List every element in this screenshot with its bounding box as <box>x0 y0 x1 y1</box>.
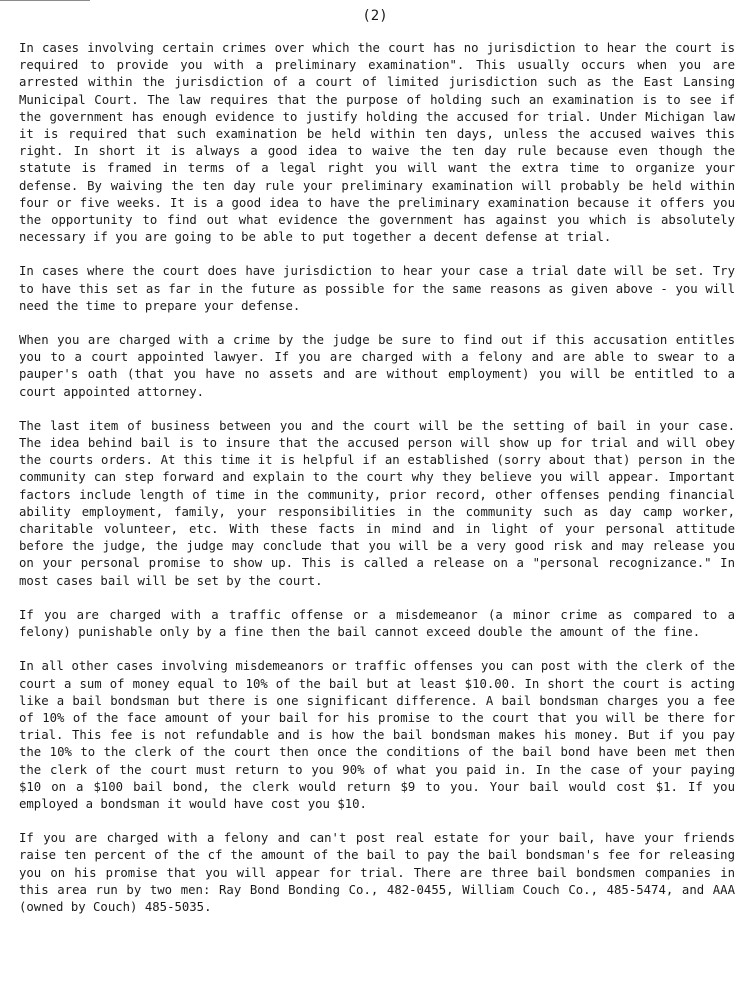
paragraph-setting-of-bail: The last item of business between you and the court will be the setting of bail in your case. The idea behind bail is to insure that the accused person will show up for trial and will obey the courts orders. At this time it is helpful if an established (sorry about that) person in the community can step forward and explain to the court why they believe you will appear. Important factors include length of time in the community, prior record, other offenses pending financial ability employment, family, your responsibilities in the community such as day camp worker, charitable volunteer, etc. With these facts in mind and in light of your personal attitude before the judge, the judge may conclude that you will be a very good risk and may release you on your personal promise to show up. This is called a release on a "personal recognizance." In most cases bail will be set by the court. <box>19 418 735 588</box>
page-number: (2) <box>362 8 388 24</box>
paragraph-felony-bail-bondsmen: If you are charged with a felony and can't post real estate for your bail, have your friends raise ten percent of the cf the amount of the bail to pay the bail bondsman's fee for releasing you on his promise that you will appear for trial. There are three bail bondsmen companies in this area run by two men: Ray Bond Bonding Co., 482-0455, William Couch Co., 485-5474, and AAA (owned by Couch) 485-5035. <box>19 831 735 914</box>
paragraph-misdemeanor-bail: In all other cases involving misdemeanors or traffic offenses you can post with the clerk of the court a sum of money equal to 10% of the bail but at least $10.00. In short the court is acting like a bail bondsman but there is one significant difference. A bail bondsman charges you a fee of 10% of the face amount of your bail for his promise to the court that you will be there for trial. This fee is not refundable and is how the bail bondsman makes his money. But if you pay the 10% to the clerk of the court then once the conditions of the bail bond have been met then the clerk of the court must return to you 90% of what you paid in. In the case of your paying $10 on a $100 bail bond, the clerk would return $9 to you. Your bail would cost $1. If you employed a bondsman it would have cost you $10. <box>19 659 735 811</box>
paragraph-traffic-offense: If you are charged with a traffic offense or a misdemeanor (a minor crime as compared to a felony) punishable only by a fine then the bail cannot exceed double the amount of the fine. <box>19 607 735 640</box>
paragraph-court-appointed-lawyer: When you are charged with a crime by the judge be sure to find out if this accusation entitles you to a court appointed lawyer. If you are charged with a felony and are able to swear to a pauper's oath (that you have no assets and are without employment) you will be entitled to a court appointed attorney. <box>19 333 735 399</box>
page-edge-rule <box>0 0 90 1</box>
paragraph-preliminary-examination: In cases involving certain crimes over which the court has no jurisdiction to hear the court is required to provide you with a preliminary examination". This usually occurs when you are arrested within the jurisdiction of a court of limited jurisdiction such as the East Lansing Municipal Court. The law requires that the purpose of holding such an examination is to see if the government has enough evidence to justify holding the accused for trial. Under Michigan law it is required that such examination be held within ten days, unless the accused waives this right. In short it is always a good idea to waive the ten day rule because even though the statute is framed in terms of a legal right you will want the extra time to organize your defense. By waiving the ten day rule your preliminary examination will probably be held within four or five weeks. It is a good idea to have the preliminary examination because it offers you the opportunity to find out what evidence the government has against you which is absolutely necessary if you are going to be able to put together a decent defense at trial. <box>19 41 735 245</box>
document-body <box>19 40 735 916</box>
paragraph-trial-date: In cases where the court does have jurisdiction to hear your case a trial date will be set. Try to have this set as far in the future as possible for the same reasons as given above - you will need the time to prepare your defense. <box>19 264 735 313</box>
